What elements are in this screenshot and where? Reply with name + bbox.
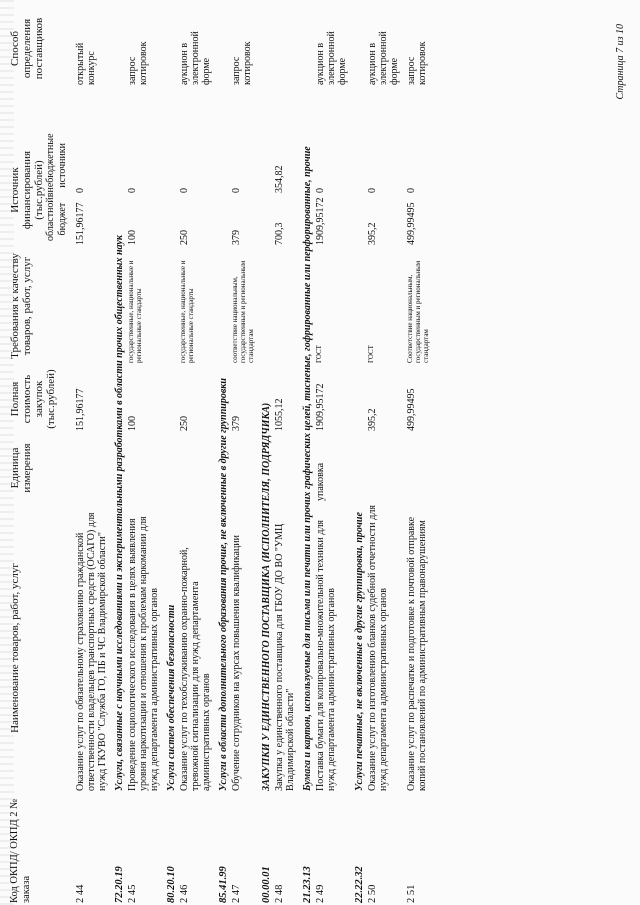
item-regional-budget: 151,96177 [75, 202, 86, 245]
item-requirements: ГОСТ [367, 345, 375, 363]
item-cost: 1055,12 [274, 398, 285, 431]
item-requirements [74, 247, 109, 365]
item-unit [126, 433, 161, 503]
item-extra-budget: 0 [367, 188, 378, 193]
item-cost: 1909,95172 [315, 383, 326, 431]
item-unit [178, 433, 213, 503]
item-regional-budget: 250 [179, 230, 190, 245]
item-unit [230, 433, 256, 503]
row-gap [431, 10, 435, 905]
item-extra-budget: 0 [179, 188, 190, 193]
item-spacer [314, 87, 349, 133]
item-cost: 100 [127, 416, 138, 431]
item-cost: 250 [179, 416, 190, 431]
header-source-sub [45, 135, 69, 245]
section-code: 80.20.10 [166, 866, 177, 903]
section-title: Услуги в области дополнительного образования прочие, не включенные в другие группировки [218, 378, 229, 791]
item-unit [405, 433, 431, 503]
item-unit: упаковка [315, 462, 326, 501]
section-code: 72.20.19 [114, 866, 125, 903]
item-regional-budget: 1909,95172 [315, 197, 326, 245]
item-spacer [178, 87, 213, 133]
item-requirements: государственные, национальные и региональные стандарты [179, 260, 195, 363]
header-code: Код ОКПД/ ОКПД 2 № заказа [9, 798, 32, 903]
item-cost: 379 [231, 416, 242, 431]
item-cost: 499,99495 [406, 388, 417, 431]
section-code: 85.41.99 [218, 866, 229, 903]
section-code: 00.00.01 [261, 866, 272, 903]
header-method: Способ определения поставщиков [9, 17, 45, 80]
item-spacer [230, 87, 256, 133]
item-regional-budget: 379 [231, 230, 242, 245]
item-regional-budget: 395,2 [367, 222, 378, 245]
item-name: Проведение социологического исследования в целях выявления уровня наркотизации и отношения к проблемам наркомании для нужд департамента административных органов [127, 516, 160, 791]
header-source-title: Источник финансирования (тыс.рублей) [9, 150, 45, 230]
item-method: аукцион в электронной форме [367, 31, 400, 85]
header-source-regional: областной бюджет [45, 197, 68, 241]
item-requirements: ГОСТ [315, 345, 323, 363]
row-number: 2 48 [274, 884, 285, 903]
item-cost: 151,96177 [75, 388, 86, 431]
item-extra-budget: 0 [406, 188, 417, 193]
item-spacer [273, 87, 297, 133]
item-unit [366, 433, 401, 503]
section-code: 22.22.32 [354, 866, 365, 903]
item-name: Оказание услуг по изготовлению бланков судебной отчетности для нужд департамента административных органов [367, 505, 389, 791]
section-code: 21.23.13 [302, 866, 313, 903]
section-title: Услуги, связанные с научными исследованиями и экспериментальными разработками в области прочих общественных наук [114, 235, 125, 791]
item-cost: 395,2 [367, 408, 378, 431]
item-name: Закупка у единственного поставщика для ГБОУ ДО ВО "УМЦ Владимирской области" [274, 523, 296, 791]
item-method [273, 10, 297, 87]
item-extra-budget: 0 [75, 188, 86, 193]
item-name: Поставка бумаги для копировально-множительной техники для нужд департамента административных органов [315, 519, 337, 791]
section-title: Бумага и картон, используемые для письма или печати или прочих графических целей, тисненые, гофрированные или перфорированные, прочие [302, 146, 313, 791]
header-spacer [8, 87, 70, 133]
section-title: ЗАКУПКИ У ЕДИНСТВЕННОГО ПОСТАВЩИКА (ИСПОЛНИТЕЛЯ, ПОДРЯДЧИКА) [261, 402, 272, 791]
item-unit [74, 433, 109, 503]
item-method: аукцион в электронной форме [179, 31, 212, 85]
item-extra-budget: 0 [231, 188, 242, 193]
item-name: Оказание услуг по обязательному страхованию гражданской ответственности владельцев транспортных средств (ОСАГО) для нужд ГКУВО "Служба ГО, ПБ и ЧС Владимирской области" [75, 512, 108, 791]
item-extra-budget: 354,82 [274, 165, 285, 193]
item-extra-budget: 0 [127, 188, 138, 193]
item-method: открытый конкурс [75, 42, 97, 85]
header-source [8, 133, 70, 247]
row-number: 2 47 [231, 884, 242, 903]
header-cost: Полная стоимость закупок (тыс.рублей) [9, 369, 57, 429]
item-method: запрос котировок [406, 41, 428, 85]
item-requirements [273, 247, 297, 365]
item-requirements: соответствие национальным, государственным и региональным стандартам [231, 260, 255, 363]
item-requirements: государственные, национальные и региональные стандарты [127, 260, 143, 363]
item-method: запрос котировок [231, 41, 253, 85]
page-footer: Страница 7 из 10 [615, 24, 626, 100]
item-name: Оказание услуг по распечатке и подготовке к почтовой отправке копий постановлений по административным правонарушениям [406, 516, 428, 791]
item-name: Оказание услуг по техобслуживанию охранно-пожарной, тревожной сигнализации для нужд департамента административных органов [179, 547, 212, 791]
item-extra-budget: 0 [315, 188, 326, 193]
item-regional-budget: 499,99495 [406, 202, 417, 245]
item-method: запрос котировок [127, 41, 149, 85]
item-regional-budget: 100 [127, 230, 138, 245]
header-source-extra: внебюджетные источники [45, 133, 68, 198]
row-number: 2 45 [127, 884, 138, 903]
section-title: Услуги печатные, не включенные в другие группировки, прочие [354, 512, 365, 791]
item-requirements: Соответствие национальным, государственным и региональным стандартам [406, 260, 430, 363]
item-name: Обучение сотрудников на курсах повышения квалификации [231, 534, 242, 791]
row-number: 2 49 [315, 884, 326, 903]
header-name: Наименование товаров, работ, услуг [9, 563, 21, 733]
row-number: 2 44 [75, 884, 86, 903]
section-title: Услуги систем обеспечения безопасности [166, 604, 177, 791]
item-regional-budget: 700,3 [274, 222, 285, 245]
item-spacer [74, 87, 109, 133]
header-unit: Единица измерения [9, 443, 33, 493]
item-spacer [366, 87, 401, 133]
item-method: аукцион в электронной форме [315, 31, 348, 85]
row-number: 2 50 [367, 884, 378, 903]
header-requirements: Требования к качеству товаров, работ, услуг [9, 253, 33, 359]
row-number: 2 46 [179, 884, 190, 903]
item-unit [273, 433, 297, 503]
row-number: 2 51 [406, 884, 417, 903]
item-spacer [405, 87, 431, 133]
item-spacer [126, 87, 161, 133]
